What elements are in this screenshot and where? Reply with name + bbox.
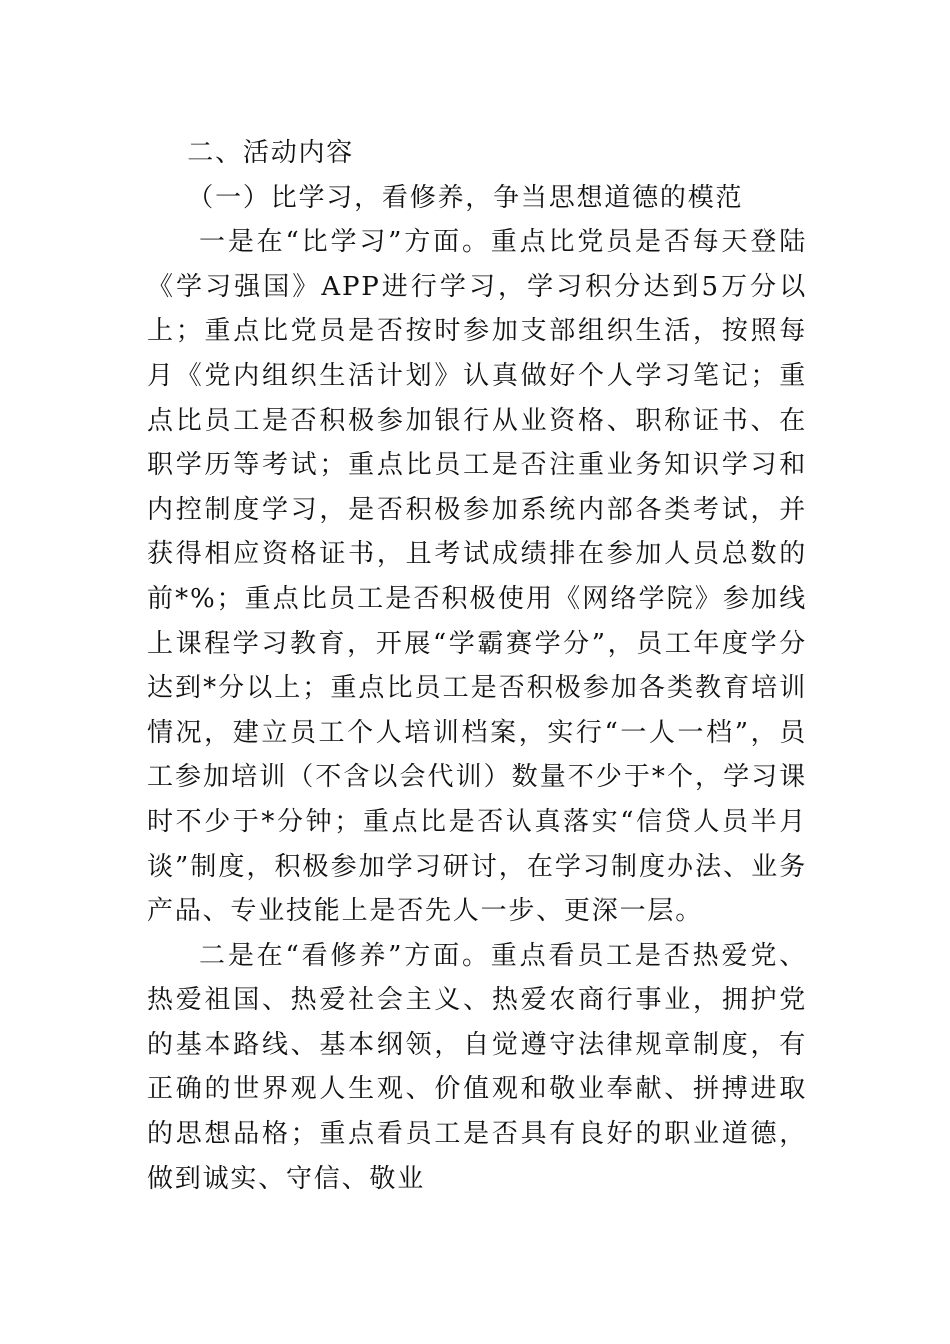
paragraph-study: 一是在“比学习”方面。重点比党员是否每天登陆《学习强国》APP进行学习，学习积分达到5万分以上；重点比党员是否按时参加支部组织生活，按照每月《党内组织生活计划》认真做好个人学习笔记；重点比员工是否积极参加银行从业资格、职称证书、在职学历等考试；重点比员工是否注重业务知识学习和内控制度学习，是否积极参加系统内部各类考试，并获得相应资格证书，且考试成绩排在参加人员总数的前*%；重点比员工是否积极使用《网络学院》参加线上课程学习教育，开展“学霸赛学分”，员工年度学分达到*分以上；重点比员工是否积极参加各类教育培训情况，建立员工个人培训档案，实行“一人一档”，员工参加培训（不含以会代训）数量不少于*个，学习课时不少于*分钟；重点比是否认真落实“信贷人员半月谈”制度，积极参加学习研讨，在学习制度办法、业务产品、专业技能上是否先人一步、更深一层。	[147, 227, 807, 927]
section-heading: 二、活动内容	[187, 138, 355, 168]
document-body	[147, 131, 807, 1201]
paragraph-cultivation: 二是在“看修养”方面。重点看员工是否热爱党、热爱祖国、热爱社会主义、热爱农商行事业，拥护党的基本路线、基本纲领，自觉遵守法律规章制度，有正确的世界观人生观、价值观和敬业奉献、拼搏进取的思想品格；重点看员工是否具有良好的职业道德，做到诚实、守信、敬业	[147, 940, 807, 1194]
subsection-heading: （一）比学习，看修养，争当思想道德的模范	[187, 182, 744, 213]
